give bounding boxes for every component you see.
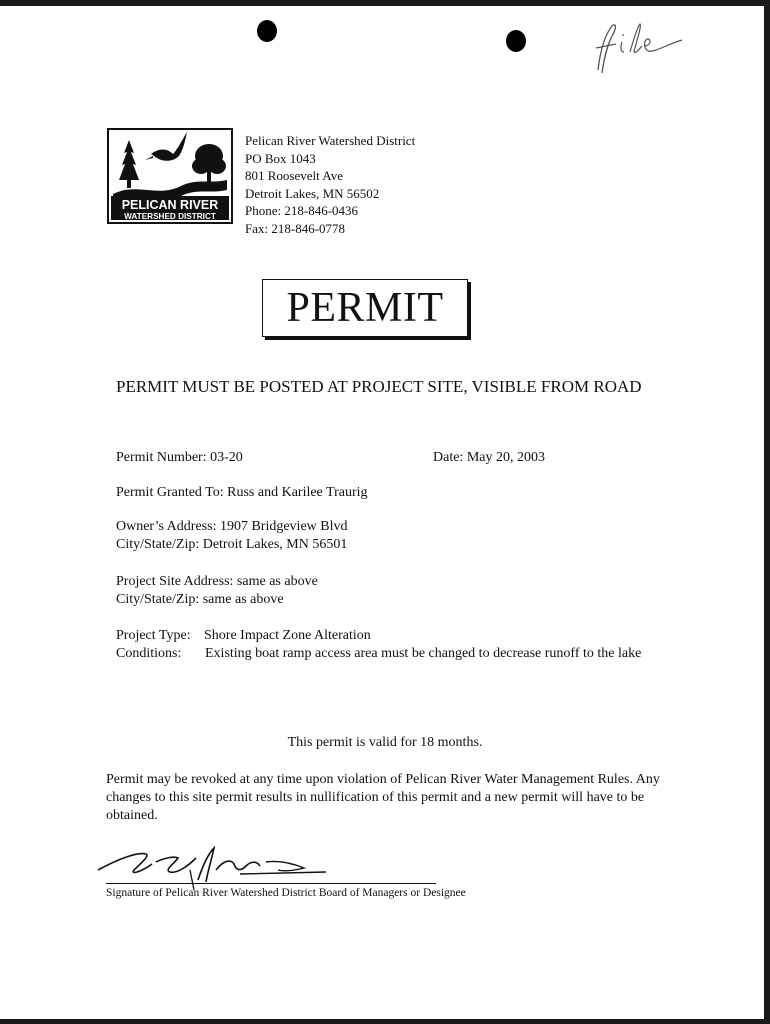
logo-name-line2: WATERSHED DISTRICT — [124, 212, 216, 221]
conditions-value: Existing boat ramp access area must be changed to decrease runoff to the lake — [205, 646, 642, 661]
scan-edge-bottom — [0, 1019, 770, 1024]
org-name: Pelican River Watershed District — [245, 133, 416, 148]
permit-date: Date: May 20, 2003 — [433, 450, 545, 465]
org-phone: Phone: 218-846-0436 — [245, 203, 359, 218]
conditions-label: Conditions: — [116, 646, 182, 661]
handwritten-file-note — [590, 18, 690, 78]
signature-line — [106, 883, 436, 884]
org-city: Detroit Lakes, MN 56502 — [245, 185, 380, 201]
posting-notice: PERMIT MUST BE POSTED AT PROJECT SITE, VISIBLE FROM ROAD — [116, 377, 642, 396]
site-city-state-zip: City/State/Zip: same as above — [116, 592, 284, 607]
org-fax: Fax: 218-846-0778 — [245, 220, 346, 236]
org-street: 801 Roosevelt Ave — [245, 168, 343, 183]
org-address-block — [245, 132, 415, 237]
permit-number: Permit Number: 03-20 — [116, 450, 243, 465]
org-po-box: PO Box 1043 — [245, 150, 316, 166]
revocation-paragraph: Permit may be revoked at any time upon violation of Pelican River Water Management Rules. Any changes to this site permit results in nullification of this permit and a new permit will have to be obtained. — [106, 772, 660, 823]
validity-statement: This permit is valid for 18 months. — [287, 735, 483, 750]
scan-edge-top — [0, 0, 770, 6]
project-type-value: Shore Impact Zone Alteration — [204, 628, 371, 643]
logo-graphic — [107, 128, 233, 224]
scan-edge-right — [764, 0, 770, 1024]
pelican-river-logo — [107, 128, 233, 224]
permit-title: PERMIT — [262, 279, 468, 337]
granted-to: Permit Granted To: Russ and Karilee Traurig — [116, 485, 368, 500]
signature-caption: Signature of Pelican River Watershed District Board of Managers or Designee — [106, 887, 466, 899]
site-address: Project Site Address: same as above — [116, 574, 318, 589]
punch-hole-left — [257, 20, 277, 42]
project-type-label: Project Type: — [116, 628, 191, 643]
punch-hole-right — [506, 30, 526, 52]
logo-name-line1: PELICAN RIVER — [121, 198, 219, 212]
owner-address: Owner’s Address: 1907 Bridgeview Blvd — [116, 519, 348, 534]
owner-city-state-zip: City/State/Zip: Detroit Lakes, MN 56501 — [116, 537, 348, 552]
